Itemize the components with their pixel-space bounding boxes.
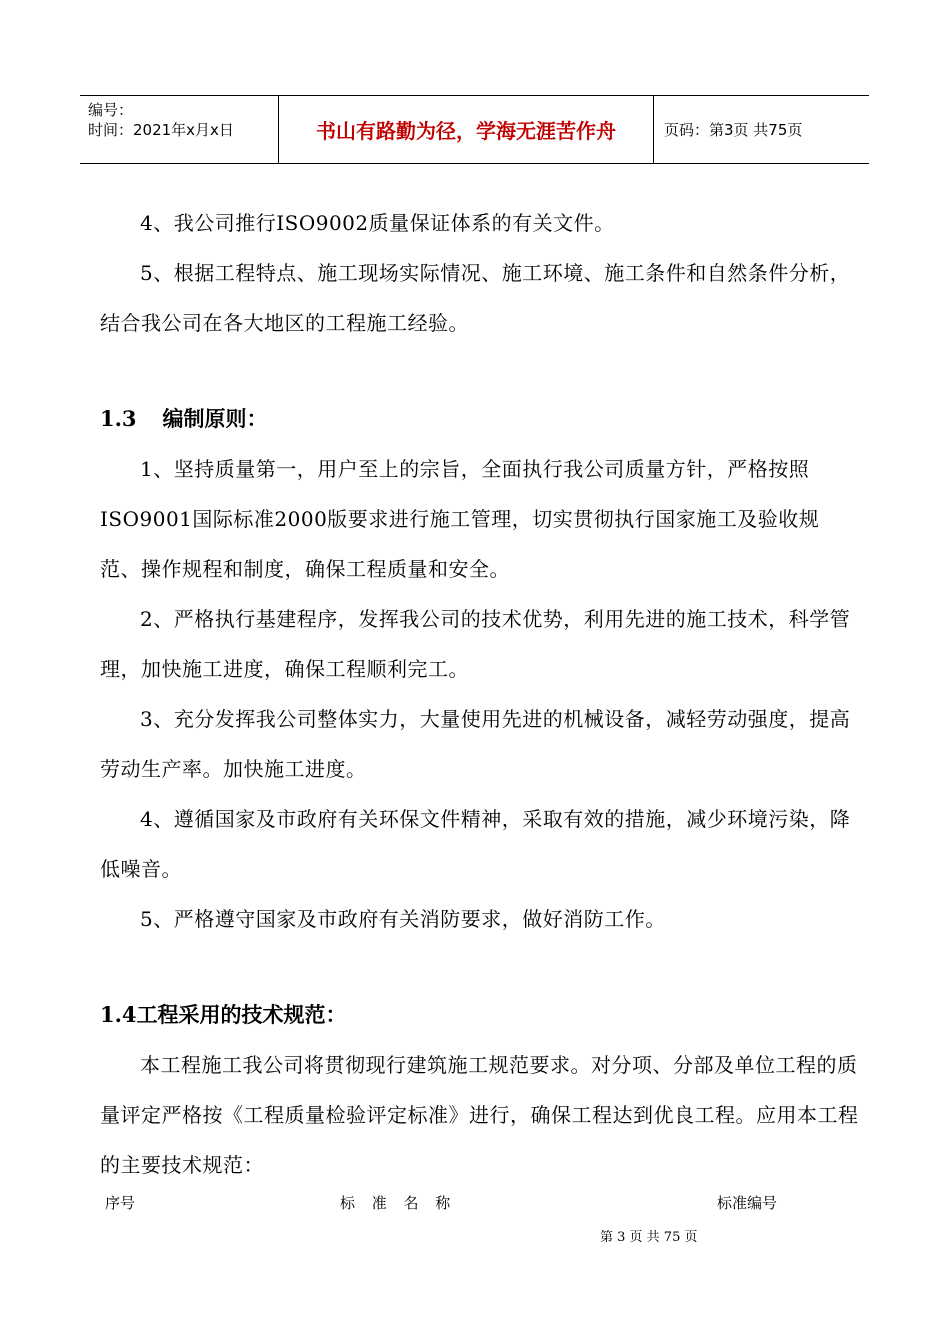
- column-name: 标 准 名 称: [340, 1194, 457, 1212]
- standards-table-header: [105, 1192, 795, 1216]
- number-label: 编号：: [88, 101, 134, 119]
- paragraph-7: 5、严格遵守国家及市政府有关消防要求，做好消防工作。: [140, 907, 666, 931]
- footer-page-number: 第 3 页 共 75 页: [600, 1230, 698, 1245]
- paragraph-5: 3、充分发挥我公司整体实力，大量使用先进的机械设备，减轻劳动强度，提高劳动生产率。加快施工进度。: [100, 707, 851, 781]
- section-heading-1-4: 1.4工程采用的技术规范：: [100, 1002, 347, 1027]
- header-motto: 书山有路勤为径，学海无涯苦作舟: [279, 96, 654, 163]
- section-heading-1-3: [100, 394, 860, 444]
- page-header: [80, 95, 869, 164]
- section-title: 编制原则：: [162, 406, 268, 431]
- section-number: 1.3: [100, 406, 137, 431]
- column-code: 标准编号: [717, 1194, 778, 1212]
- header-meta: [80, 96, 279, 163]
- paragraph-2: 5、根据工程特点、施工现场实际情况、施工环境、施工条件和自然条件分析，结合我公司在各大地区的工程施工经验。: [100, 261, 851, 335]
- column-number: 序号: [105, 1194, 136, 1212]
- paragraph-3: 1、坚持质量第一，用户至上的宗旨，全面执行我公司质量方针，严格按照ISO9001国际标准2000版要求进行施工管理，切实贯彻执行国家施工及验收规范、操作规程和制度，确保工程质量和安全。: [100, 457, 820, 581]
- time-label: 时间：2021年x月x日: [88, 121, 234, 139]
- paragraph-8: 本工程施工我公司将贯彻现行建筑施工规范要求。对分项、分部及单位工程的质量评定严格按《工程质量检验评定标准》进行，确保工程达到优良工程。应用本工程的主要技术规范：: [100, 1053, 859, 1177]
- paragraph-4: 2、严格执行基建程序，发挥我公司的技术优势，利用先进的施工技术，科学管理，加快施工进度，确保工程顺利完工。: [100, 607, 851, 681]
- document-body: [100, 198, 860, 1190]
- header-page-label: 页码：第3页 共75页: [664, 121, 803, 139]
- paragraph-6: 4、遵循国家及市政府有关环保文件精神，采取有效的措施，减少环境污染，降低噪音。: [100, 807, 851, 881]
- paragraph-1: 4、我公司推行ISO9002质量保证体系的有关文件。: [140, 211, 615, 235]
